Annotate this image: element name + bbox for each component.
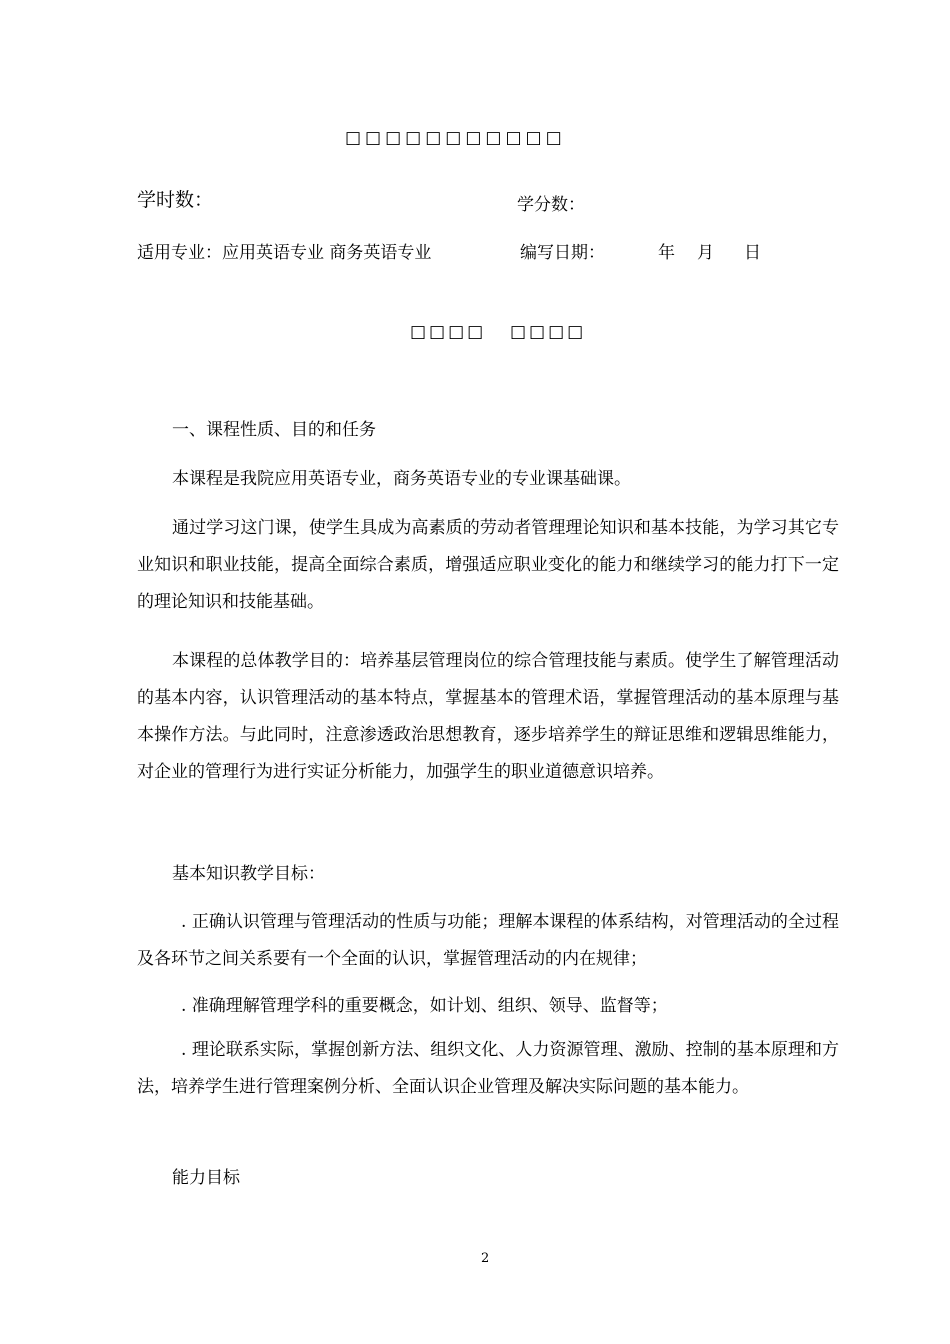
paragraph: 一、课程性质、目的和任务 bbox=[172, 420, 376, 440]
body-block bbox=[137, 510, 839, 621]
document-title: □□□□□□□□□□□ bbox=[345, 128, 566, 148]
hours-label: 学时数： bbox=[137, 189, 214, 211]
section-heading-course-nature bbox=[137, 412, 839, 449]
paragraph: 能力目标 bbox=[172, 1168, 240, 1188]
bullet-paragraph: . 理论联系实际，掌握创新方法、组织文化、人力资源管理、激励、控制的基本原理和方法，培养学生进行管理案例分析、全面认识企业管理及解决实际问题的基本能力。 bbox=[137, 1040, 839, 1097]
section-heading-part-b: □□□□ bbox=[510, 322, 587, 342]
body-block bbox=[137, 1160, 839, 1197]
section-heading-part-a: □□□□ bbox=[410, 322, 487, 342]
paragraph: 基本知识教学目标： bbox=[172, 864, 325, 884]
list-item bbox=[137, 1032, 839, 1106]
bullet-paragraph: . 正确认识管理与管理活动的性质与功能；理解本课程的体系结构，对管理活动的全过程及各环节之间关系要有一个全面的认识，掌握管理活动的内在规律； bbox=[137, 912, 839, 969]
body-block bbox=[137, 461, 839, 498]
date-month-label: 月 bbox=[697, 243, 714, 263]
bullet-paragraph: . 准确理解管理学科的重要概念，如计划、组织、领导、监督等； bbox=[181, 996, 668, 1016]
paragraph: 本课程的总体教学目的：培养基层管理岗位的综合管理技能与素质。使学生了解管理活动的基本内容，认识管理活动的基本特点，掌握基本的管理术语，掌握管理活动的基本原理与基本操作方法。与此同时，注意渗透政治思想教育，逐步培养学生的辩证思维和逻辑思维能力，对企业的管理行为进行实证分析能力，加强学生的职业道德意识培养。 bbox=[137, 651, 839, 782]
date-label: 编写日期： bbox=[520, 243, 605, 263]
page-number: 2 bbox=[481, 1251, 490, 1266]
applicable-major: 适用专业：应用英语专业 商务英语专业 bbox=[137, 243, 432, 263]
credits-label: 学分数： bbox=[517, 195, 585, 215]
date-day-label: 日 bbox=[744, 243, 761, 263]
body-block bbox=[137, 643, 839, 791]
body-block bbox=[137, 856, 839, 893]
date-year-label: 年 bbox=[658, 243, 675, 263]
paragraph: 本课程是我院应用英语专业，商务英语专业的专业课基础课。 bbox=[172, 469, 631, 489]
list-item bbox=[137, 904, 839, 978]
list-item bbox=[137, 988, 839, 1025]
paragraph: 通过学习这门课，使学生具成为高素质的劳动者管理理论知识和基本技能，为学习其它专业知识和职业技能，提高全面综合素质，增强适应职业变化的能力和继续学习的能力打下一定的理论知识和技能基础。 bbox=[137, 518, 839, 612]
